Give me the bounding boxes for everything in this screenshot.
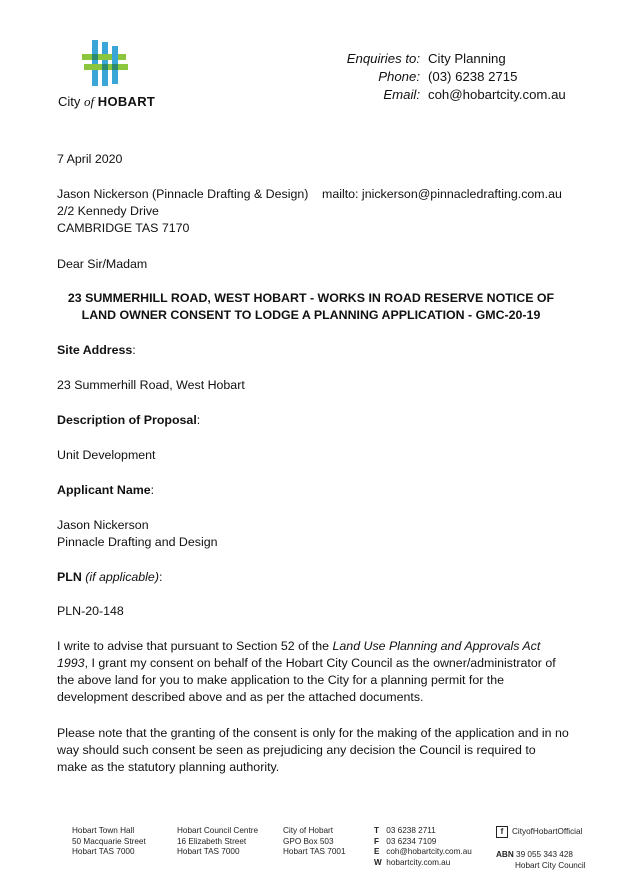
footer-town-hall — [72, 826, 146, 858]
footer-line: 16 Elizabeth Street — [177, 836, 247, 846]
phone-row — [290, 68, 590, 86]
footer-line: City of Hobart — [283, 826, 334, 835]
enquiries-value: City Planning — [428, 51, 506, 66]
pln-heading: PLN (if applicable): — [57, 570, 163, 584]
enquiries-label: Enquiries to: — [346, 51, 420, 66]
letter-date: 7 April 2020 — [57, 152, 123, 166]
pln-note: (if applicable) — [85, 570, 159, 584]
letter-title-line2: LAND OWNER CONSENT TO LODGE A PLANNING APPLICATION - GMC-20-19 — [81, 308, 541, 322]
consent-paragraph — [57, 638, 569, 706]
footer-facebook[interactable] — [496, 826, 582, 838]
footer-council-name: Hobart City Council — [515, 860, 586, 870]
footer-line: Hobart Council Centre — [177, 826, 259, 835]
pln-value: PLN-20-148 — [57, 604, 124, 618]
footer-postal — [283, 826, 346, 858]
proposal-value: Unit Development — [57, 448, 156, 462]
proposal-label: Description of Proposal — [57, 413, 197, 427]
logo-city-text: City — [58, 94, 81, 109]
pln-label: PLN — [57, 570, 82, 584]
email-value: coh@hobartcity.com.au — [428, 87, 566, 102]
footer-contacts — [374, 826, 472, 868]
footer-value: hobartcity.com.au — [386, 857, 451, 867]
recipient-name: Jason Nickerson (Pinnacle Drafting & Design) — [57, 187, 309, 201]
phone-value: (03) 6238 2715 — [428, 69, 518, 84]
consent-paragraph-start: I write to advise that pursuant to Section 52 of the — [57, 639, 333, 653]
applicant-heading: Applicant Name: — [57, 483, 155, 497]
footer-line: GPO Box 503 — [283, 836, 334, 846]
logo-hobart-text: HOBART — [97, 94, 156, 109]
site-address-label: Site Address — [57, 343, 133, 357]
footer-value: 03 6234 7109 — [386, 836, 437, 846]
recipient-address-line2: CAMBRIDGE TAS 7170 — [57, 221, 190, 235]
abn-label: ABN — [496, 850, 514, 859]
footer-line: Hobart TAS 7000 — [72, 847, 135, 857]
footer-line: Hobart Town Hall — [72, 826, 135, 835]
footer-line: 50 Macquarie Street — [72, 836, 146, 846]
phone-label: Phone: — [378, 69, 420, 84]
facebook-handle: CityofHobartOfficial — [512, 827, 583, 837]
footer-phone — [374, 826, 472, 837]
footer-key: F — [374, 836, 380, 846]
footer-web[interactable] — [374, 858, 472, 869]
city-of-hobart-logo — [56, 40, 160, 112]
letter-title — [57, 290, 565, 324]
footer-abn — [496, 850, 586, 871]
footer-council-centre — [177, 826, 258, 858]
salutation: Dear Sir/Madam — [57, 257, 148, 271]
email-label: Email: — [383, 87, 420, 102]
logo-wordmark — [58, 94, 155, 110]
logo-mark-icon — [82, 40, 132, 88]
abn-value: 39 055 343 428 — [516, 850, 573, 859]
recipient-mailto[interactable]: mailto: jnickerson@pinnacledrafting.com.au — [322, 187, 562, 201]
footer-line: Hobart TAS 7001 — [283, 847, 346, 857]
site-address-value: 23 Summerhill Road, West Hobart — [57, 378, 245, 392]
footer-value: 03 6238 2711 — [386, 826, 436, 835]
applicant-label: Applicant Name — [57, 483, 151, 497]
email-row — [290, 86, 590, 104]
applicant-value-name: Jason Nickerson — [57, 518, 149, 532]
proposal-heading: Description of Proposal: — [57, 413, 201, 427]
footer-fax — [374, 837, 472, 848]
applicant-value-company: Pinnacle Drafting and Design — [57, 535, 218, 549]
enquiries-block — [290, 50, 590, 104]
footer-key: W — [374, 857, 382, 867]
footer-key: E — [374, 847, 380, 857]
footer-value: coh@hobartcity.com.au — [386, 847, 472, 857]
act-name: Land Use Planning and Approvals Act 1993 — [57, 639, 541, 670]
logo-of-text: of — [84, 94, 95, 109]
letter-title-line1: 23 SUMMERHILL ROAD, WEST HOBART - WORKS IN ROAD RESERVE NOTICE OF — [67, 291, 555, 305]
footer-line: Hobart TAS 7000 — [177, 847, 240, 857]
facebook-icon: f — [496, 826, 508, 838]
consent-paragraph-rest: , I grant my consent on behalf of the Hobart City Council as the owner/administrator of the above land for you to make application to the City for a planning permit for the development described above and as per the attached documents. — [57, 656, 556, 704]
note-paragraph: Please note that the granting of the consent is only for the making of the application and in no way should such consent be seen as prejudicing any decision the Council is required to make as the statutory planning authority. — [57, 726, 569, 774]
enquiries-row — [290, 50, 590, 68]
abn-line — [496, 850, 586, 861]
site-address-heading: Site Address: — [57, 343, 136, 357]
recipient-address-line1: 2/2 Kennedy Drive — [57, 204, 159, 218]
footer-key: T — [374, 826, 380, 835]
footer-email[interactable] — [374, 847, 472, 858]
